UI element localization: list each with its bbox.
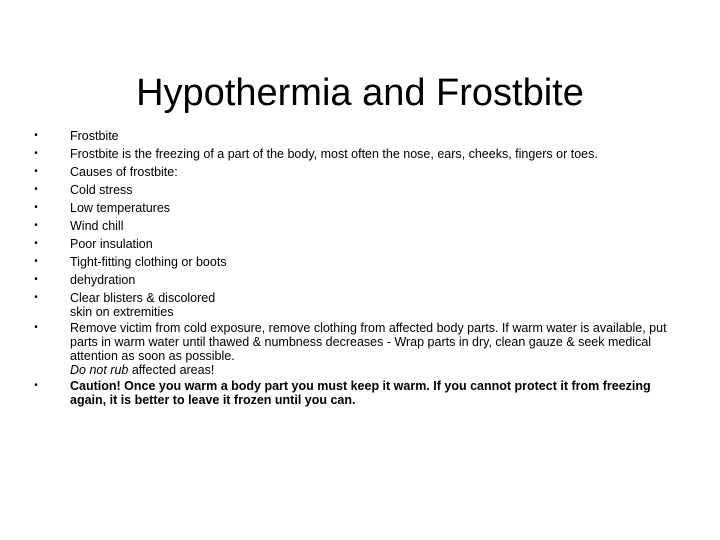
bullet-icon: • xyxy=(34,256,38,267)
list-item xyxy=(34,271,680,289)
bullet-icon: • xyxy=(34,148,38,159)
list-item-text: Caution! Once you warm a body part you must keep it warm. If you cannot protect it from freezing again, it is better to leave it frozen until you can. xyxy=(70,379,651,407)
bullet-icon: • xyxy=(34,292,38,303)
list-item-text-line1: Clear blisters & discolored xyxy=(70,291,216,305)
bullet-icon: • xyxy=(34,322,38,333)
list-item xyxy=(34,163,680,181)
list-item xyxy=(34,217,680,235)
list-item-text: Frostbite xyxy=(70,129,119,143)
list-item xyxy=(34,253,680,271)
bullet-icon: • xyxy=(34,238,38,249)
list-item-text: Wind chill xyxy=(70,219,124,233)
list-item-text: Low temperatures xyxy=(70,201,171,215)
bullet-icon: • xyxy=(34,380,38,391)
list-item xyxy=(34,145,680,163)
list-item xyxy=(34,319,680,377)
list-item-text: Frostbite is the freezing of a part of the body, most often the nose, ears, cheeks, fingers or toes. xyxy=(70,147,598,161)
list-item-text: Tight-fitting clothing or boots xyxy=(70,255,227,269)
list-item-text: Poor insulation xyxy=(70,237,153,251)
list-item-text: dehydration xyxy=(70,273,136,287)
list-item-after-italic-text: affected areas! xyxy=(128,363,215,377)
list-item xyxy=(34,199,680,217)
list-item xyxy=(34,289,680,319)
list-item-text-line2: skin on extremities xyxy=(70,305,174,319)
list-item-italic-text: Do not rub xyxy=(70,363,129,377)
bullet-icon: • xyxy=(34,184,38,195)
list-item-text: Cold stress xyxy=(70,183,133,197)
bullet-icon: • xyxy=(34,220,38,231)
list-item-text: Causes of frostbite: xyxy=(70,165,178,179)
list-item xyxy=(34,127,680,145)
list-item-main-text: Remove victim from cold exposure, remove clothing from affected body parts. If warm water is available, put parts in warm water until thawed & numbness decreases - Wrap parts in dry, clean gauze & seek medical attention as soon as possible. xyxy=(70,321,667,363)
list-item xyxy=(34,235,680,253)
bullet-icon: • xyxy=(34,274,38,285)
list-item xyxy=(34,377,680,407)
bullet-icon: • xyxy=(34,166,38,177)
bullet-icon: • xyxy=(34,202,38,213)
list-item-text xyxy=(70,319,680,377)
list-item xyxy=(34,181,680,199)
slide-title: Hypothermia and Frostbite xyxy=(136,72,584,115)
bullet-icon: • xyxy=(34,130,38,141)
list-item-text xyxy=(70,289,680,319)
bullet-list xyxy=(34,127,680,407)
